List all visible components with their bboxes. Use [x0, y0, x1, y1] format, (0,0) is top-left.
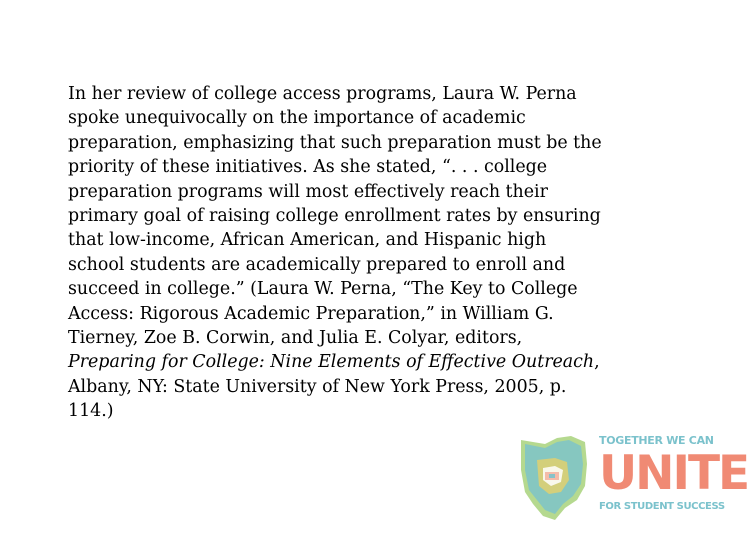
paragraph-line: In her review of college access programs, Laura W. Perna	[68, 84, 577, 104]
paragraph-line: spoke unequivocally on the importance of academic	[68, 108, 526, 129]
logo-text	[599, 434, 748, 513]
paragraph-line: that low-income, African American, and Hispanic high	[68, 230, 547, 251]
quote-paragraph	[68, 82, 668, 424]
paragraph-line: school students are academically prepared to enroll and	[68, 254, 566, 275]
paragraph-line: Albany, NY: State University of New York Press, 2005, p.	[68, 376, 567, 397]
paragraph-line: 114.)	[68, 401, 114, 422]
logo-tagline-top: TOGETHER WE CAN	[599, 434, 714, 447]
paragraph-line: priority of these initiatives. As she stated, “. . . college	[68, 157, 548, 178]
paragraph-line: preparation programs will most effectively reach their	[68, 181, 548, 202]
paragraph-line: primary goal of raising college enrollment rates by ensuring	[68, 206, 601, 227]
paragraph-line: Access: Rigorous Academic Preparation,” in William G.	[68, 303, 554, 324]
book-title-suffix: ,	[594, 352, 600, 373]
book-title: Preparing for College: Nine Elements of Effective Outreach	[68, 352, 595, 373]
paragraph-line: Tierney, Zoe B. Corwin, and Julia E. Colyar, editors,	[68, 328, 523, 349]
unite-logo	[515, 434, 748, 524]
logo-tagline-bottom: FOR STUDENT SUCCESS	[599, 501, 725, 512]
logo-word: UNITE	[599, 446, 748, 501]
paragraph-line: preparation, emphasizing that such preparation must be the	[68, 132, 602, 153]
book-title-line	[68, 350, 668, 374]
ohio-state-icon	[515, 434, 599, 524]
paragraph-line: succeed in college.” (Laura W. Perna, “The Key to College	[68, 279, 578, 300]
